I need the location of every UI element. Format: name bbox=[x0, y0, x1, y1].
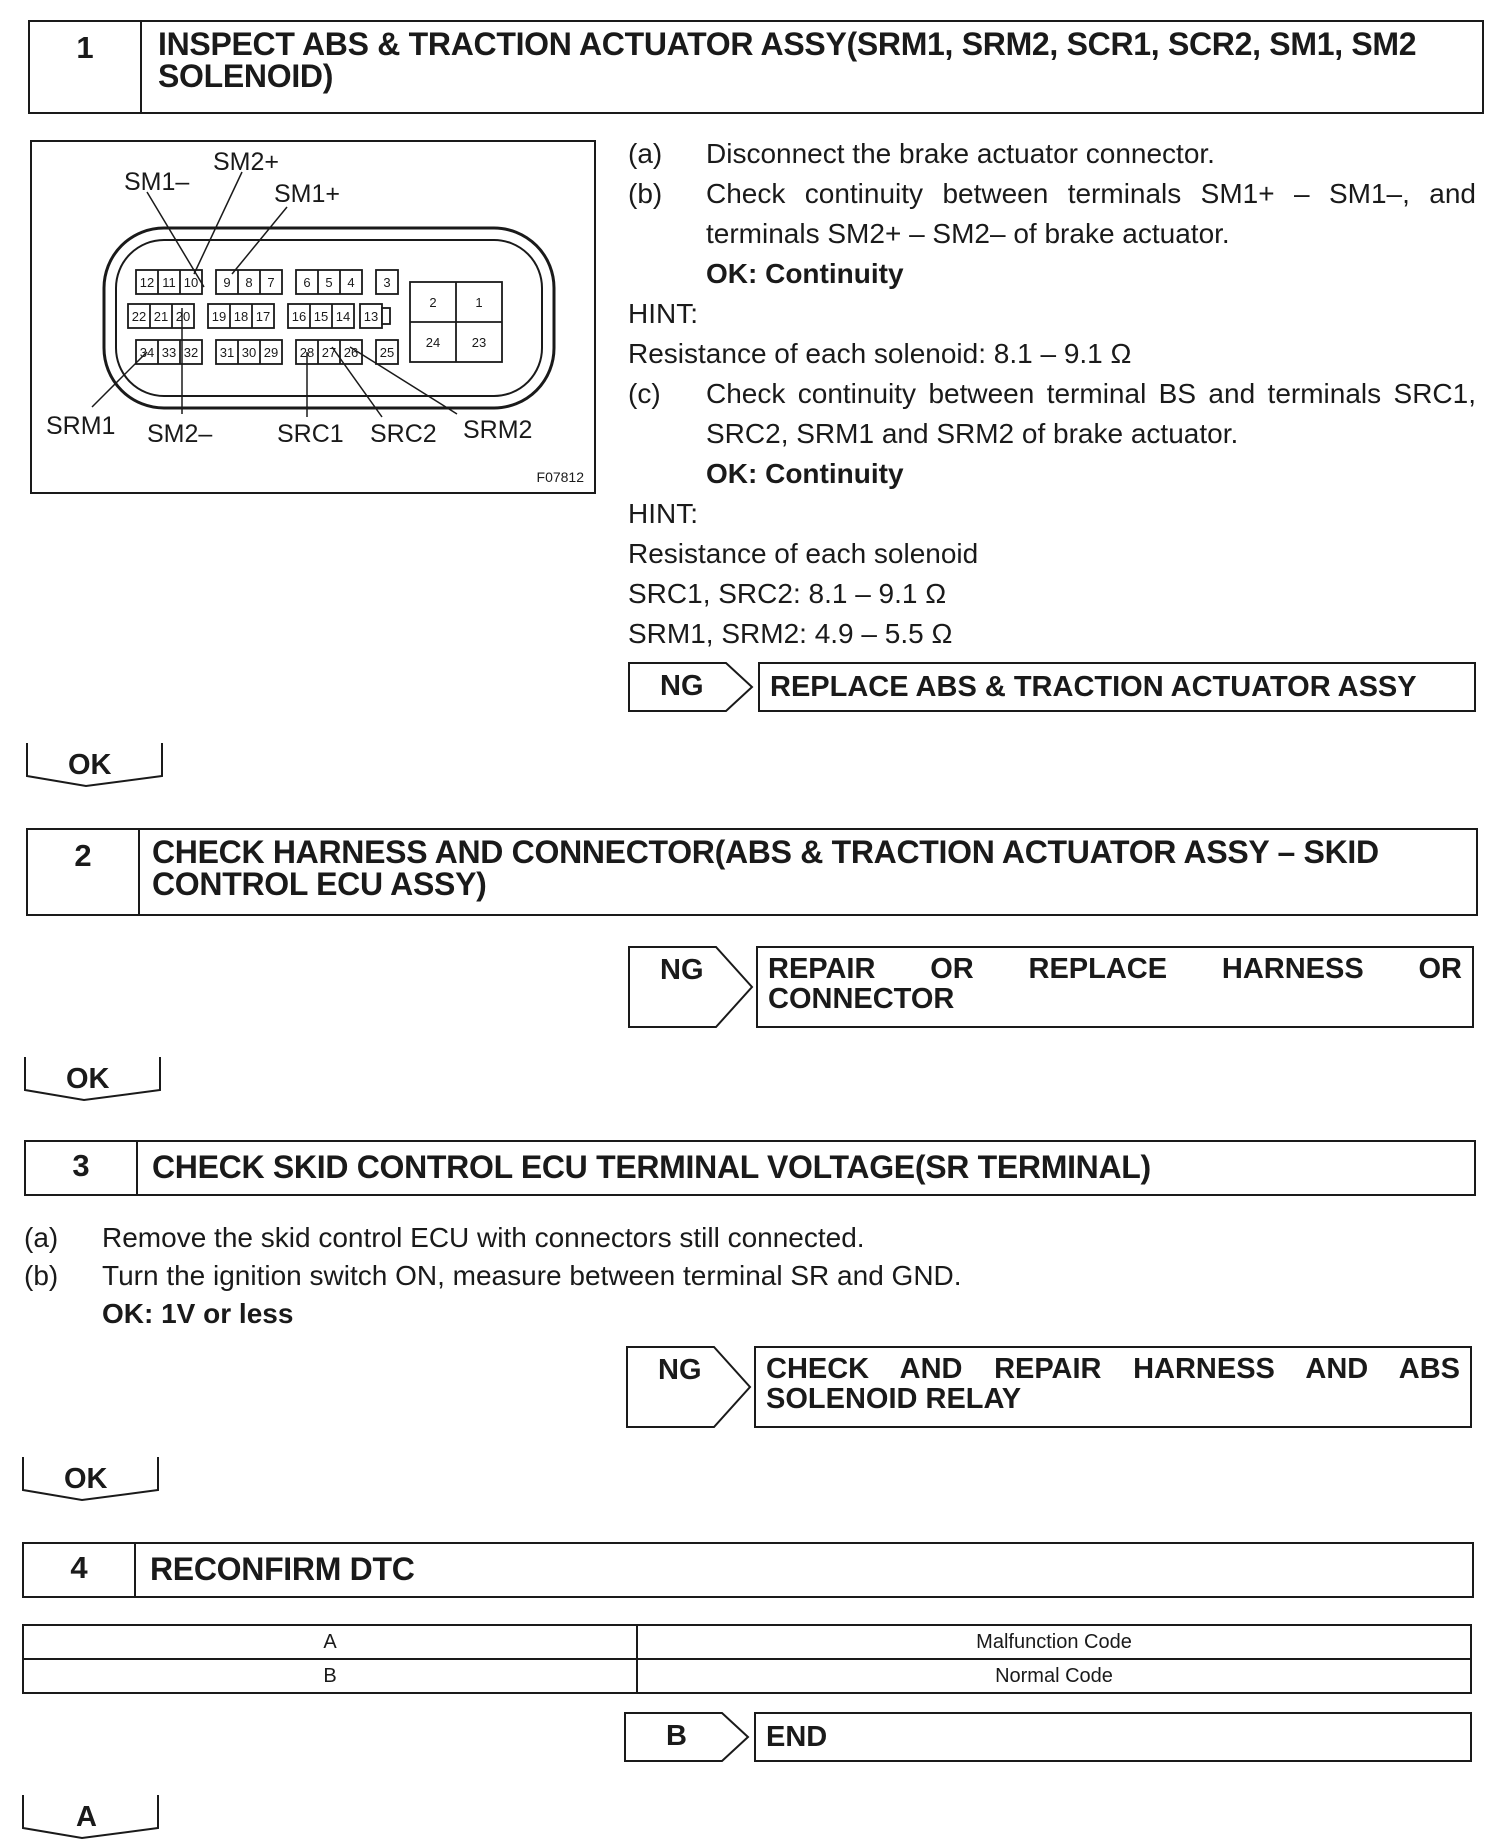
step1-text-b: Check continuity between terminals SM1+ – SM1–, and terminals SM2+ – SM2– of brake actuator. bbox=[706, 178, 1476, 249]
step3-label-b: (b) bbox=[24, 1260, 59, 1291]
step1-hint1-text: Resistance of each solenoid: 8.1 – 9.1 Ω bbox=[628, 338, 1132, 369]
step2-ng-action bbox=[756, 946, 1474, 1028]
step1-ok-c: OK: Continuity bbox=[706, 458, 904, 489]
pin-label: 14 bbox=[335, 309, 351, 324]
step2-header bbox=[26, 828, 1478, 916]
step1-hint2-line3: SRM1, SRM2: 4.9 – 5.5 Ω bbox=[628, 618, 953, 649]
step1-hint1-label: HINT: bbox=[628, 298, 698, 329]
step2-title: CHECK HARNESS AND CONNECTOR(ABS & TRACTION ACTUATOR ASSY – SKID CONTROL ECU ASSY) bbox=[152, 834, 1379, 902]
figure-id: F07812 bbox=[536, 469, 584, 485]
step4-b-action: END bbox=[754, 1712, 1472, 1762]
table-row bbox=[23, 1625, 1471, 1659]
step3-text-b: Turn the ignition switch ON, measure between terminal SR and GND. bbox=[102, 1260, 962, 1291]
pin-label: 19 bbox=[211, 309, 227, 324]
pin-label: 32 bbox=[183, 345, 199, 360]
step2-ok-label: OK bbox=[66, 1063, 110, 1095]
label-srm2: SRM2 bbox=[463, 416, 533, 444]
connector-diagram bbox=[30, 140, 596, 494]
step1-ng-action: REPLACE ABS & TRACTION ACTUATOR ASSY bbox=[758, 662, 1476, 712]
pin-label: 3 bbox=[383, 275, 391, 290]
step3-ng-label: NG bbox=[658, 1354, 702, 1386]
step4-b-arrow bbox=[624, 1712, 752, 1762]
step3-ng-action-line2: SOLENOID RELAY bbox=[766, 1383, 1022, 1415]
step2-ng-action-line1: REPAIR OR REPLACE HARNESS OR bbox=[768, 953, 1462, 985]
connector-diagram-svg bbox=[32, 142, 594, 492]
step1-title: INSPECT ABS & TRACTION ACTUATOR ASSY(SRM1, SRM2, SCR1, SCR2, SM1, SM2 SOLENOID) bbox=[158, 26, 1417, 94]
label-src2: SRC2 bbox=[370, 420, 437, 448]
step1-text-a: Disconnect the brake actuator connector. bbox=[706, 138, 1215, 169]
label-sm1-plus: SM1+ bbox=[274, 180, 341, 208]
label-srm1: SRM1 bbox=[46, 412, 116, 440]
pin-label: 7 bbox=[267, 275, 275, 290]
step3-ok-spec: OK: 1V or less bbox=[102, 1298, 294, 1329]
label-sm1-minus: SM1– bbox=[124, 168, 190, 196]
pin-label: 10 bbox=[183, 275, 199, 290]
step1-label-c: (c) bbox=[628, 378, 661, 409]
pin-label: 21 bbox=[153, 309, 169, 324]
step1-ok-b: OK: Continuity bbox=[706, 258, 904, 289]
step3-ok-label: OK bbox=[64, 1463, 108, 1495]
step1-ok-label: OK bbox=[68, 749, 112, 781]
pin-label: 24 bbox=[425, 335, 441, 350]
step2-number: 2 bbox=[28, 830, 140, 914]
step3-title: CHECK SKID CONTROL ECU TERMINAL VOLTAGE(SR TERMINAL) bbox=[152, 1149, 1151, 1185]
pin-label: 23 bbox=[471, 335, 487, 350]
step1-hint2-line1: Resistance of each solenoid bbox=[628, 538, 979, 569]
pin-label: 8 bbox=[245, 275, 253, 290]
pin-label: 12 bbox=[139, 275, 155, 290]
pin-label: 26 bbox=[343, 345, 359, 360]
step4-title: RECONFIRM DTC bbox=[150, 1551, 415, 1587]
pin-label: 27 bbox=[321, 345, 337, 360]
step1-hint2-line2: SRC1, SRC2: 8.1 – 9.1 Ω bbox=[628, 578, 947, 609]
label-sm2-plus: SM2+ bbox=[213, 148, 280, 176]
step3-number: 3 bbox=[26, 1142, 138, 1194]
step3-ng-action-line1: CHECK AND REPAIR HARNESS AND ABS bbox=[766, 1353, 1460, 1385]
pin-label: 29 bbox=[263, 345, 279, 360]
leader-sm2-plus bbox=[194, 172, 242, 274]
step4-b-label: B bbox=[666, 1720, 687, 1752]
pin-label: 30 bbox=[241, 345, 257, 360]
pin-label: 31 bbox=[219, 345, 235, 360]
step4-number: 4 bbox=[24, 1544, 136, 1596]
pin-label: 33 bbox=[161, 345, 177, 360]
pin-label: 5 bbox=[325, 275, 333, 290]
step2-ng-label: NG bbox=[660, 954, 704, 986]
step1-label-b: (b) bbox=[628, 178, 663, 209]
pin-label: 6 bbox=[303, 275, 311, 290]
step3-text-a: Remove the skid control ECU with connectors still connected. bbox=[102, 1222, 865, 1253]
step3-header bbox=[24, 1140, 1476, 1196]
table-row bbox=[23, 1659, 1471, 1693]
table-cell-condition: Normal Code bbox=[637, 1659, 1471, 1693]
result-table bbox=[22, 1624, 1472, 1694]
pin-label: 16 bbox=[291, 309, 307, 324]
step1-label-a: (a) bbox=[628, 138, 663, 169]
pin-label: 9 bbox=[223, 275, 231, 290]
pin-label: 28 bbox=[299, 345, 315, 360]
pin-label: 11 bbox=[162, 275, 176, 290]
step1-ng-label: NG bbox=[660, 670, 704, 702]
pin-label: 17 bbox=[255, 309, 271, 324]
step2-ng-action-line2: CONNECTOR bbox=[768, 983, 955, 1015]
table-cell-result: B bbox=[23, 1659, 637, 1693]
step4-header bbox=[22, 1542, 1474, 1598]
step3-ng-action bbox=[754, 1346, 1472, 1428]
pin-label: 22 bbox=[131, 309, 147, 324]
step1-header bbox=[28, 20, 1484, 114]
table-cell-condition: Malfunction Code bbox=[637, 1625, 1471, 1659]
pin-label: 34 bbox=[139, 345, 155, 360]
pin-label: 2 bbox=[429, 295, 437, 310]
pin-label: 13 bbox=[363, 309, 379, 324]
label-src1: SRC1 bbox=[277, 420, 344, 448]
step1-number: 1 bbox=[30, 22, 142, 112]
pin-label: 4 bbox=[347, 275, 355, 290]
pin-label: 20 bbox=[175, 309, 191, 324]
step4-a-label: A bbox=[76, 1801, 97, 1833]
pin-label: 25 bbox=[379, 345, 395, 360]
pin-label: 1 bbox=[475, 295, 483, 310]
pin-label: 18 bbox=[233, 309, 249, 324]
table-cell-result: A bbox=[23, 1625, 637, 1659]
step1-hint2-label: HINT: bbox=[628, 498, 698, 529]
pin-label: 15 bbox=[313, 309, 329, 324]
leader-srm1 bbox=[92, 352, 147, 407]
step1-text-c: Check continuity between terminal BS and terminals SRC1, SRC2, SRM1 and SRM2 of brake actuator. bbox=[706, 378, 1476, 449]
label-sm2-minus: SM2– bbox=[147, 420, 213, 448]
step3-label-a: (a) bbox=[24, 1222, 59, 1253]
